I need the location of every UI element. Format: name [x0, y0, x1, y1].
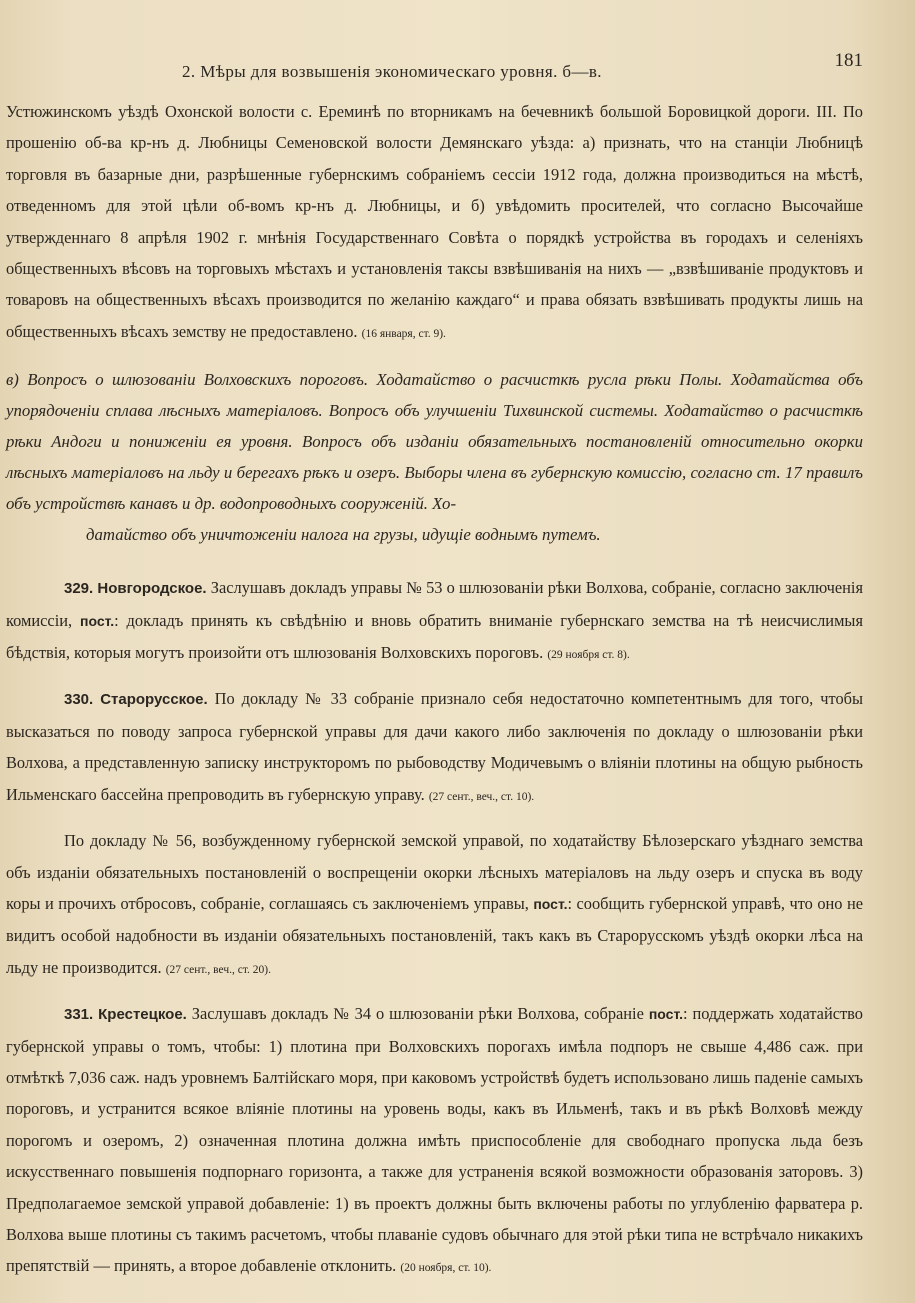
entry-330-continued [6, 825, 863, 986]
citation: (27 сент., веч., ст. 10). [428, 790, 535, 803]
entry-text: Заслушавъ докладъ № 34 о шлюзованіи рѣки Волхова, собраніе [186, 1004, 649, 1024]
paragraph-continuation [6, 96, 863, 350]
entry-keyword: пост. [533, 895, 568, 912]
entry-place: Старорусское. [100, 691, 208, 709]
entry-329 [6, 572, 863, 671]
agenda-last-line: датайство объ уничтоженіи налога на грузы, идущіе воднымъ путемъ. [86, 525, 601, 545]
page-number: 181 [834, 50, 863, 71]
entry-number: 330. [64, 691, 94, 709]
running-head: 2. Мѣры для возвышенія экономическаго уровня. б—в. [182, 62, 602, 81]
entry-text: : докладъ принять къ свѣдѣнію и вновь обратить вниманіе губернскаго земства на тѣ неисчислимыя бѣдствія, которыя могутъ произойти отъ шлюзованія Волховскихъ пороговъ. [6, 610, 863, 663]
entry-place: Крестецкое. [98, 1006, 187, 1024]
entry-text: По докладу № 56, возбужденному губернской земской управой, по ходатайству Бѣлозерскаго уѣзднаго земства объ изданіи обязательныхъ постановленій о воспрещеніи окорки лѣсныхъ матеріаловъ на льду озеръ и спуска въ воду коры и прочихъ отбросовъ, собраніе, соглашаясь съ заключеніемъ управы, [6, 831, 863, 913]
paragraph-text: Устюжинскомъ уѣздѣ Охонской волости с. Ереминѣ по вторникамъ на бечевникѣ большой Боровицкой дороги. III. По прошенію об-ва кр-нъ д. Любницы Семеновской волости Демянскаго уѣзда: а) признать, что на станціи Любницѣ торговля въ базарные дни, разрѣшенные губернскимъ собраніемъ сессіи 1912 года, должна производиться на мѣстѣ, отведенномъ для этой цѣли об-вомъ кр-нъ д. Любницы, и б) увѣдомить просителей, что согласно Высочайше утвержденнаго 8 апрѣля 1902 г. мнѣнія Государственнаго Совѣта о порядкѣ устройства въ городахъ и селеніяхъ общественныхъ вѣсовъ на торговыхъ мѣстахъ и установленія таксы взвѣшиванія на нихъ — „взвѣшиваніе продуктовъ и товаровъ на общественныхъ вѣсахъ производится по желанію каждаго“ и права обязать взвѣшивать продукты лишь на общественныхъ вѣсахъ земству не предоставлено. [6, 102, 863, 341]
entry-keyword: пост. [648, 1006, 683, 1023]
citation: (29 ноября ст. 8). [547, 649, 630, 662]
entry-text: : поддержать ходатайство губернской управы о томъ, чтобы: 1) плотина при Волховскихъ порогахъ имѣла подпоръ не свыше 4,486 саж. при отмѣткѣ 7,036 саж. надъ уровнемъ Балтійскаго моря, при каковомъ устройствѣ будетъ использовано лишь паденіе самыхъ пороговъ, и устранится всякое вліяніе плотины на уровень воды, какъ въ Ильменѣ, такъ и въ рѣкѣ Волховѣ между порогомъ и озеромъ, 2) означенная плотина должна имѣть приспособленіе для свободнаго пропуска льда безъ искусственнаго повышенія подпорнаго горизонта, а также для устраненія всякой возможности образованія заторовъ. 3) Предполагаемое земской управой добавленіе: 1) въ проектъ должны быть включены работы по углубленію фарватера р. Волхова выше плотины съ такимъ расчетомъ, чтобы плаваніе судовъ обычнаго для этой рѣки типа не встрѣчало никакихъ препятствій — принять, а второе добавленіе отклонить. [6, 1004, 863, 1276]
agenda-text: в) Вопросъ о шлюзованіи Волховскихъ пороговъ. Ходатайство о расчисткѣ русла рѣки Полы. Ходатайства объ упорядоченіи сплава лѣсныхъ матеріаловъ. Вопросъ объ улучшеніи Тихвинской системы. Ходатайство о расчисткѣ рѣки Андоги и пониженіи ея уровня. Вопросъ объ изданіи обязательныхъ постановленій относительно окорки лѣсныхъ матеріаловъ на льду и берегахъ рѣкъ и озеръ. Выборы члена въ губернскую комиссію, согласно ст. 17 правилъ объ устройствѣ канавъ и др. водопроводныхъ сооруженій. Хо- [6, 370, 863, 514]
section-agenda [6, 364, 863, 550]
entry-keyword: пост. [80, 612, 115, 629]
entry-331 [6, 998, 863, 1285]
citation: (16 января, ст. 9). [361, 327, 446, 340]
entry-330 [6, 683, 863, 813]
page-header [6, 44, 863, 84]
entry-text: Заслушавъ докладъ управы № 53 о шлюзованіи рѣки Волхова, собраніе, согласно заключенія комиссіи, [6, 578, 863, 630]
citation: (20 ноября, ст. 10). [400, 1262, 492, 1275]
entry-place: Новгородское. [97, 580, 207, 598]
entry-text: : сообщить губернской управѣ, что оно не видитъ особой надобности въ изданіи обязательныхъ постановленій, такъ какъ въ Старорусскомъ уѣздѣ окорки лѣса на льду не производится. [6, 893, 863, 977]
entry-text: По докладу № 33 собраніе признало себя недостаточно компетентнымъ для того, чтобы высказаться по поводу запроса губернской управы для дачи какого либо заключенія по докладу о шлюзованіи рѣки Волхова, а представленную записку инструкторомъ по рыбоводству Модичевымъ о вліяніи плотины на общую рыбность Ильменскаго бассейна препроводить въ губернскую управу. [6, 689, 863, 804]
entry-number: 331. [64, 1006, 94, 1024]
citation: (27 сент., веч., ст. 20). [165, 963, 271, 976]
entry-number: 329. [64, 580, 94, 598]
